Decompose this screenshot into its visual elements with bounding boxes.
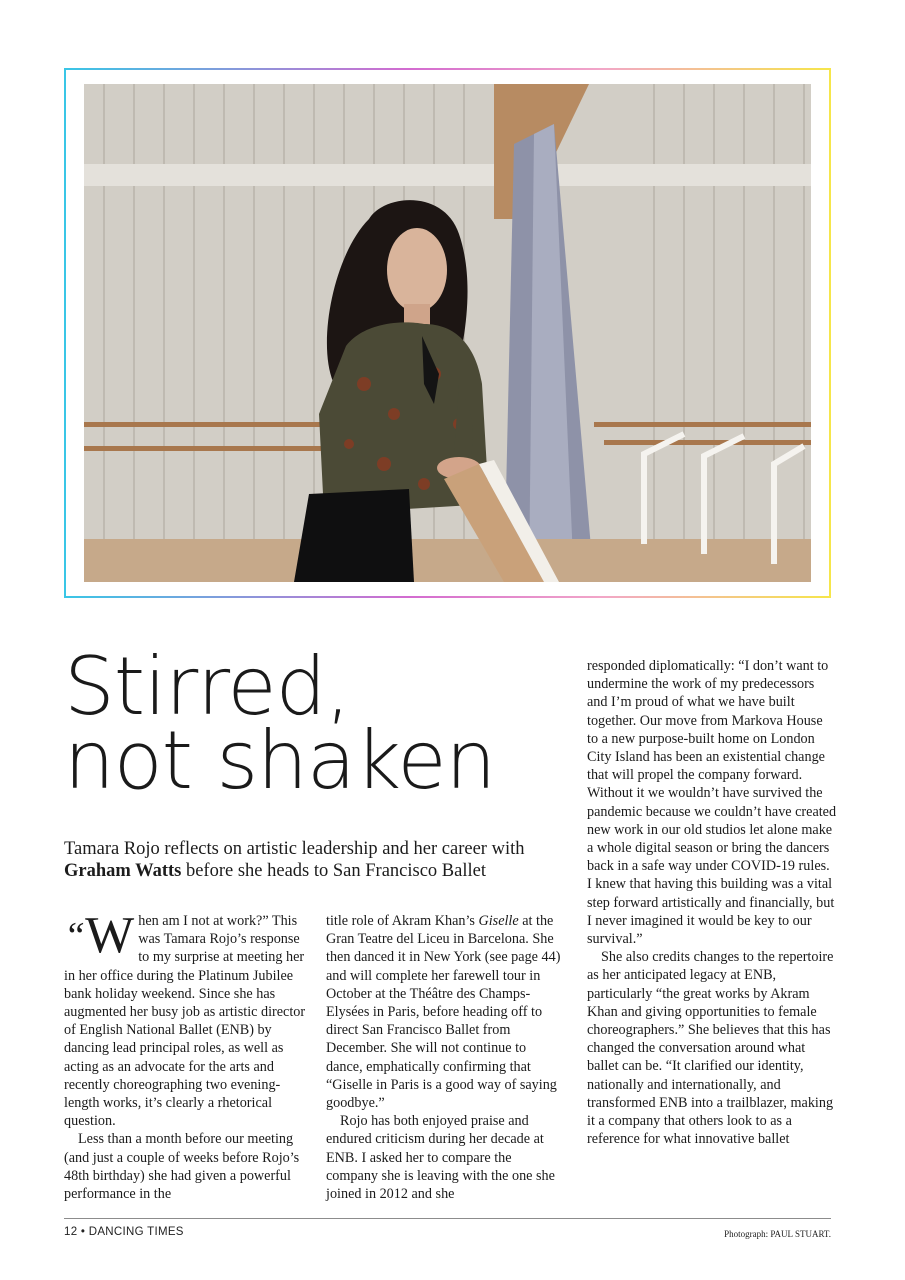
photo-credit: Photograph: PAUL STUART. [724,1229,831,1239]
paragraph-3-part-2: responded diplomatically: “I don’t want to undermine the work of my predecessors and I’m proud of what we have built together. Our move from Markova House to a new purpose-built home on London City Island has been an existential change that will propel the company forward. Without it we wouldn’t have survived the pandemic because we couldn’t have created new work in our old studios let alone make a whole digital season or bring the dancers back in a safe way under COVID-19 rules. I knew that having this building was a vital step forward artistically and financially, but I never imagined it would be key to our survival.” [587,658,837,948]
giselle-title: Giselle [478,913,519,929]
page-folio: 12 • DANCING TIMES [64,1226,184,1238]
paragraph-1-text: hen am I not at work?” This was Tamara Rojo’s response to my surprise at meeting her in her office during the Platinum Jubilee bank holiday weekend. Since she has augmented her busy job as artistic director of English National Ballet (ENB) by dancing lead principal roles, as well as acting as an advocate for the arts and recently choreographing two evening-length works, it’s clearly a rhetorical question. [64,913,306,1130]
drop-cap-letter: W [85,907,135,964]
standfirst-text-before: Tamara Rojo reflects on artistic leadership and her career with [64,839,525,859]
drop-cap [64,907,135,964]
paragraph-2-part-1: Less than a month before our meeting (and just a couple of weeks before Rojo’s 48th birthday) she had given a powerful performance in the [64,1131,300,1203]
paragraph-3-part-1: Rojo has both enjoyed praise and endured criticism during her decade at ENB. I asked her to compare the company she is leaving with the one she joined in 2012 and she [326,1113,555,1203]
standfirst [64,838,564,882]
author-name: Graham Watts [64,861,182,881]
hero-photo [84,84,811,582]
standfirst-text-after: before she heads to San Francisco Ballet [181,861,486,881]
paragraph-1 [64,907,312,1130]
paragraph-2-text-b: at the Gran Teatre del Liceu in Barcelona. She then danced it in New York (see page 44) and will complete her farewell tour in October at the Théâtre des Champs-Elysées in Paris, before heading off to direct San Francisco Ballet from December. She will not continue to dance, emphatically confirming that “Giselle in Paris is a good way of saying goodbye.” [326,913,561,1112]
paragraph-2-text-a: title role of Akram Khan’s [326,913,479,929]
article-column-1 [64,907,312,1203]
portrait-illustration [84,84,811,582]
headline-line-1: Stirred, [64,640,350,733]
headline-line-2: not shaken [64,714,496,807]
article-column-2 [326,912,566,1203]
headline [64,640,496,807]
paragraph-2-part-2 [326,912,566,1112]
article-column-3 [587,657,837,1148]
footer-rule [64,1218,831,1219]
drop-cap-quote: “ [64,915,86,957]
paragraph-4: She also credits changes to the repertoire as her anticipated legacy at ENB, particularly “the great works by Akram Khan and giving opportunities to female choreographers.” She believes that this has changed the conversation around what ballet can be. “It clarified our identity, nationally and internationally, and transformed ENB into a trailblazer, making it a company that others look to as a reference for what innovative ballet [587,949,834,1148]
